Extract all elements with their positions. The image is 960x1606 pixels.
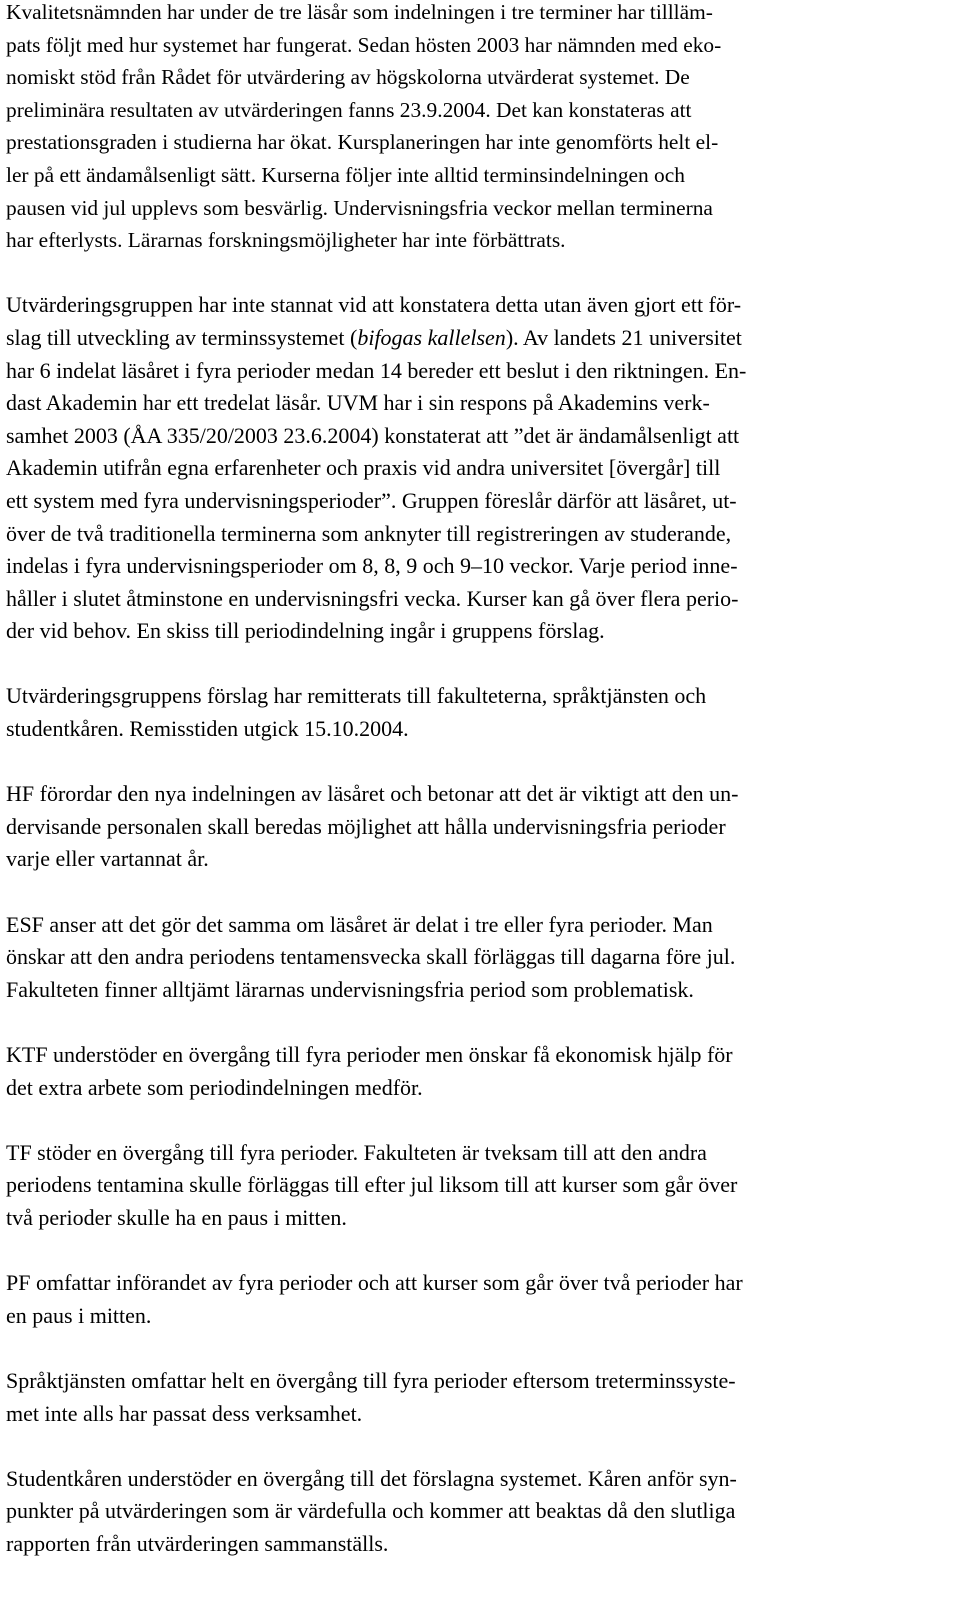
paragraph-hf xyxy=(6,778,946,876)
paragraph-sprakjansten xyxy=(6,1365,946,1430)
text-line: Akademin utifrån egna erfarenheter och praxis vid andra universitet [övergår] till xyxy=(6,455,721,481)
text-line: Kvalitetsnämnden har under de tre läsår som indelningen i tre terminer har tillläm- xyxy=(6,0,713,24)
text-line: HF förordar den nya indelningen av läsåret och betonar att det är viktigt att den un- xyxy=(6,781,739,807)
text-line: pats följt med hur systemet har fungerat. Sedan hösten 2003 har nämnden med eko- xyxy=(6,32,722,57)
text-line: håller i slutet åtminstone en undervisningsfri vecka. Kurser kan gå över flera perio- xyxy=(6,585,739,611)
text-line: samhet 2003 (ÅA 335/20/2003 23.6.2004) konstaterat att ”det är ändamålsenligt att xyxy=(6,422,740,448)
text-line: Studentkåren understöder en övergång till det förslagna systemet. Kåren anför syn- xyxy=(6,1465,737,1491)
text-line: det extra arbete som periodindelningen medför. xyxy=(6,1074,423,1100)
paragraph-esf xyxy=(6,909,946,1007)
text-line: der vid behov. En skiss till periodindelning ingår i gruppens förslag. xyxy=(6,618,605,644)
text-line: Språktjänsten omfattar helt en övergång till fyra perioder eftersom treterminssyste- xyxy=(6,1367,736,1393)
text-line: pausen vid jul upplevs som besvärlig. Undervisningsfria veckor mellan terminerna xyxy=(6,195,713,220)
text-line: ler på ett ändamålsenligt sätt. Kurserna följer inte alltid terminsindelningen och xyxy=(6,162,685,187)
text-line: Fakulteten finner alltjämt lärarnas undervisningsfria period som problematisk. xyxy=(6,976,694,1002)
paragraph-evaluation-group-proposal xyxy=(6,289,946,648)
text-line: indelas i fyra undervisningsperioder om 8, 8, 9 och 9–10 veckor. Varje period inne- xyxy=(6,553,738,579)
text-line: en paus i mitten. xyxy=(6,1302,152,1328)
text-line xyxy=(6,322,946,355)
text-line: varje eller vartannat år. xyxy=(6,846,209,872)
paragraph-evaluation-background xyxy=(6,0,946,257)
text-line: Utvärderingsgruppens förslag har remitterats till fakulteterna, språktjänsten och xyxy=(6,683,707,709)
italic-reference: bifogas kallelsen xyxy=(357,324,506,350)
text-line: periodens tentamina skulle förläggas till efter jul liksom till att kurser som går över xyxy=(6,1172,738,1198)
text-line: har 6 indelat läsåret i fyra perioder medan 14 bereder ett beslut i den riktningen. En- xyxy=(6,357,747,383)
text-line: KTF understöder en övergång till fyra perioder men önskar få ekonomisk hjälp för xyxy=(6,1042,733,1067)
text-line: nomiskt stöd från Rådet för utvärdering av högskolorna utvärderat systemet. De xyxy=(6,65,690,90)
text-line: dervisande personalen skall beredas möjlighet att hålla undervisningsfria perioder xyxy=(6,813,726,839)
text-line: rapporten från utvärderingen sammanställs. xyxy=(6,1530,389,1556)
text-line: prestationsgraden i studierna har ökat. Kursplaneringen har inte genomförts helt el- xyxy=(6,130,719,155)
paragraph-studentkaren xyxy=(6,1463,946,1561)
text-line: önskar att den andra periodens tentamensvecka skall förläggas till dagarna före jul. xyxy=(6,944,736,970)
text-line: ett system med fyra undervisningsperioder”. Gruppen föreslår därför att läsåret, ut- xyxy=(6,487,737,513)
document-page xyxy=(6,0,946,1593)
text-line: preliminära resultaten av utvärderingen fanns 23.9.2004. Det kan konstateras att xyxy=(6,97,692,122)
paragraph-pf xyxy=(6,1267,946,1332)
text-line: studentkåren. Remisstiden utgick 15.10.2004. xyxy=(6,716,409,742)
text-line: två perioder skulle ha en paus i mitten. xyxy=(6,1204,347,1230)
text-line: PF omfattar införandet av fyra perioder och att kurser som går över två perioder har xyxy=(6,1270,743,1296)
text-line: dast Akademin har ett tredelat läsår. UVM har i sin respons på Akademins verk- xyxy=(6,390,710,416)
text-line: punkter på utvärderingen som är värdefulla och kommer att beaktas då den slutliga xyxy=(6,1498,736,1524)
text-line: har efterlysts. Lärarnas forskningsmöjligheter har inte förbättrats. xyxy=(6,228,566,253)
paragraph-remiss xyxy=(6,680,946,745)
paragraph-tf xyxy=(6,1137,946,1235)
text-segment: ). Av landets 21 universitet xyxy=(505,324,742,350)
text-line: Utvärderingsgruppen har inte stannat vid att konstatera detta utan även gjort ett för- xyxy=(6,292,742,318)
text-line: över de två traditionella terminerna som anknyter till registreringen av studerande, xyxy=(6,520,732,546)
paragraph-ktf xyxy=(6,1039,946,1104)
text-segment: slag till utveckling av terminssystemet ( xyxy=(6,324,358,350)
text-line: ESF anser att det gör det samma om läsåret är delat i tre eller fyra perioder. Man xyxy=(6,911,713,937)
text-line: met inte alls har passat dess verksamhet. xyxy=(6,1400,363,1426)
text-line: TF stöder en övergång till fyra perioder. Fakulteten är tveksam till att den andra xyxy=(6,1139,707,1165)
